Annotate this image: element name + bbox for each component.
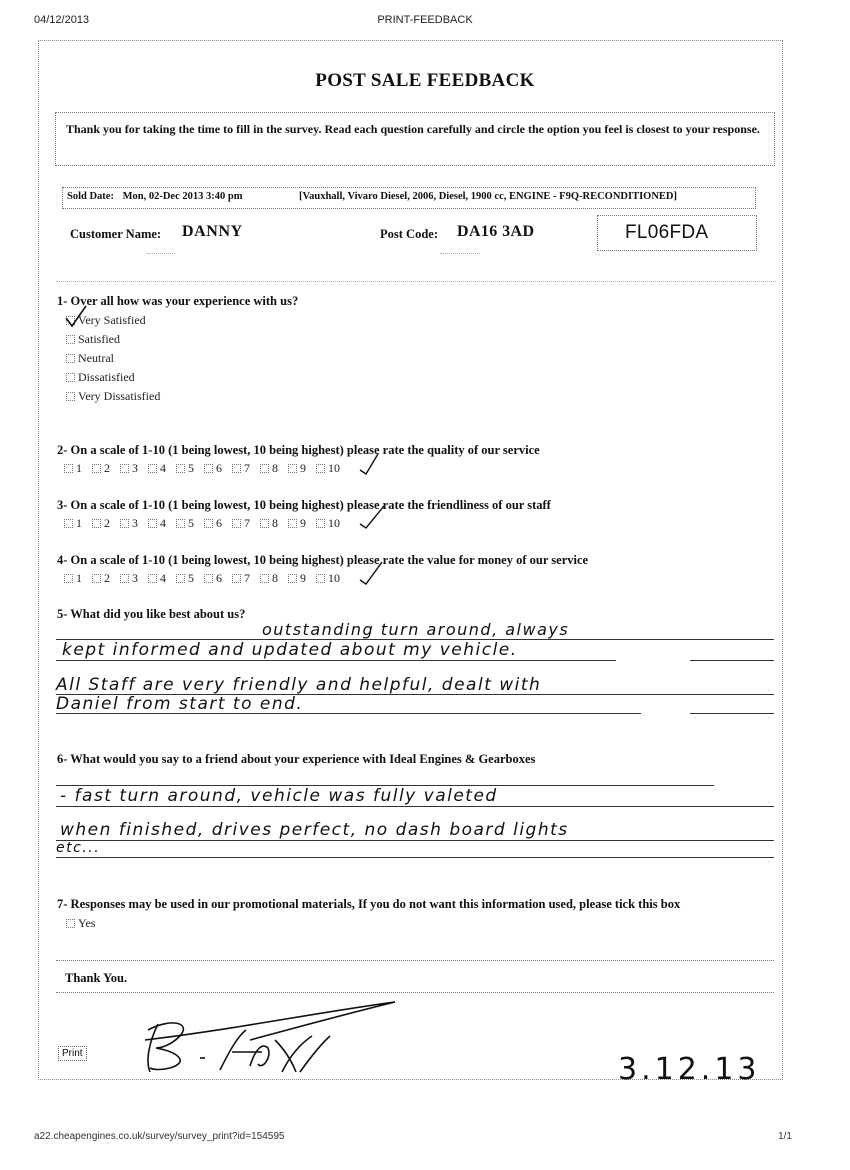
answer-line (56, 806, 774, 807)
checkbox-icon[interactable] (288, 574, 297, 583)
answer-line (56, 857, 774, 858)
option-yes[interactable]: Yes (66, 916, 95, 931)
question-2: 2- On a scale of 1-10 (1 being lowest, 10 being highest) please rate the quality of our service (57, 443, 540, 457)
divider (440, 253, 480, 254)
registration-value: FL06FDA (625, 222, 709, 243)
answer-6-line-3[interactable]: etc... (56, 840, 101, 856)
question-7: 7- Responses may be used in our promotional materials, If you do not want this information used, please tick this box (57, 897, 681, 911)
vehicle-description: [Vauxhall, Vivaro Diesel, 2006, Diesel, 1900 cc, ENGINE - F9Q-RECONDITIONED] (299, 191, 677, 202)
thank-you-text: Thank You. (65, 971, 128, 985)
checkbox-icon[interactable] (64, 464, 73, 473)
checkbox-icon[interactable] (66, 392, 75, 401)
checkbox-icon[interactable] (288, 464, 297, 473)
rating-scale-q3[interactable]: 1 2 3 4 5 6 7 8 9 10 (64, 516, 344, 531)
checkbox-icon[interactable] (204, 464, 213, 473)
checkbox-icon[interactable] (66, 373, 75, 382)
option-neutral[interactable]: Neutral (66, 351, 114, 366)
answer-line (690, 713, 774, 714)
answer-6-line-1[interactable]: - fast turn around, vehicle was fully valeted (60, 786, 498, 806)
checkbox-icon[interactable] (92, 574, 101, 583)
checkbox-icon[interactable] (316, 574, 325, 583)
checkbox-icon[interactable] (92, 464, 101, 473)
divider (56, 960, 774, 961)
question-6: 6- What would you say to a friend about your experience with Ideal Engines & Gearboxes (57, 752, 536, 766)
option-very-dissatisfied[interactable]: Very Dissatisfied (66, 389, 160, 404)
answer-5-line-3[interactable]: All Staff are very friendly and helpful, dealt with (56, 675, 542, 695)
rating-scale-q2[interactable]: 1 2 3 4 5 6 7 8 9 10 (64, 461, 344, 476)
sale-details-box (62, 187, 756, 209)
signed-date: 3.12.13 (618, 1052, 761, 1087)
divider (56, 992, 774, 993)
answer-line (56, 840, 774, 841)
checkbox-icon[interactable] (66, 919, 75, 928)
checkbox-icon[interactable] (232, 464, 241, 473)
checkbox-icon[interactable] (66, 316, 75, 325)
checkbox-icon[interactable] (66, 335, 75, 344)
checkbox-icon[interactable] (120, 519, 129, 528)
option-satisfied[interactable]: Satisfied (66, 332, 120, 347)
sold-date-label: Sold Date: (67, 191, 114, 202)
answer-line (56, 660, 616, 661)
checkbox-icon[interactable] (232, 519, 241, 528)
customer-name-value: DANNY (182, 223, 243, 240)
sold-date-value: Mon, 02-Dec 2013 3:40 pm (122, 191, 243, 202)
checkbox-icon[interactable] (176, 574, 185, 583)
footer-url: a22.cheapengines.co.uk/survey/survey_print?id=154595 (34, 1131, 285, 1142)
post-code-label: Post Code: (380, 227, 438, 241)
customer-name-label: Customer Name: (70, 227, 162, 241)
option-very-satisfied[interactable]: Very Satisfied (66, 313, 146, 328)
checkbox-icon[interactable] (176, 464, 185, 473)
option-dissatisfied[interactable]: Dissatisfied (66, 370, 135, 385)
checkbox-icon[interactable] (64, 519, 73, 528)
checkbox-icon[interactable] (316, 519, 325, 528)
question-4: 4- On a scale of 1-10 (1 being lowest, 10 being highest) please rate the value for money of our service (57, 553, 589, 567)
checkbox-icon[interactable] (260, 519, 269, 528)
checkbox-icon[interactable] (66, 354, 75, 363)
question-5: 5- What did you like best about us? (57, 607, 246, 621)
checkbox-icon[interactable] (148, 519, 157, 528)
checkbox-icon[interactable] (232, 574, 241, 583)
question-3: 3- On a scale of 1-10 (1 being lowest, 10 being highest) please rate the friendliness of our staff (57, 498, 551, 512)
page-number: 1/1 (778, 1131, 792, 1142)
checkbox-icon[interactable] (260, 574, 269, 583)
checkbox-icon[interactable] (204, 519, 213, 528)
checkbox-icon[interactable] (204, 574, 213, 583)
checkbox-icon[interactable] (176, 519, 185, 528)
rating-scale-q4[interactable]: 1 2 3 4 5 6 7 8 9 10 (64, 571, 344, 586)
print-header-title: PRINT-FEEDBACK (377, 14, 473, 26)
divider (147, 253, 175, 254)
page-title: POST SALE FEEDBACK (315, 70, 535, 91)
question-1: 1- Over all how was your experience with us? (57, 294, 299, 308)
print-button[interactable]: Print (58, 1046, 87, 1061)
print-date: 04/12/2013 (34, 14, 90, 26)
answer-6-line-2[interactable]: when finished, drives perfect, no dash board lights (60, 820, 569, 840)
checkbox-icon[interactable] (260, 464, 269, 473)
answer-5-line-2[interactable]: kept informed and updated about my vehicle. (62, 640, 518, 660)
answer-5-line-1[interactable]: outstanding turn around, always (262, 620, 570, 639)
checkbox-icon[interactable] (148, 464, 157, 473)
checkbox-icon[interactable] (316, 464, 325, 473)
checkbox-icon[interactable] (148, 574, 157, 583)
answer-5-line-4[interactable]: Daniel from start to end. (56, 694, 304, 714)
answer-line (690, 660, 774, 661)
checkbox-icon[interactable] (120, 464, 129, 473)
intro-text: Thank you for taking the time to fill in the survey. Read each question carefully and circle the option you feel is closest to your response. (55, 112, 775, 166)
post-code-value: DA16 3AD (457, 223, 535, 240)
checkbox-icon[interactable] (288, 519, 297, 528)
checkbox-icon[interactable] (120, 574, 129, 583)
checkbox-icon[interactable] (92, 519, 101, 528)
divider (56, 281, 776, 282)
checkbox-icon[interactable] (64, 574, 73, 583)
